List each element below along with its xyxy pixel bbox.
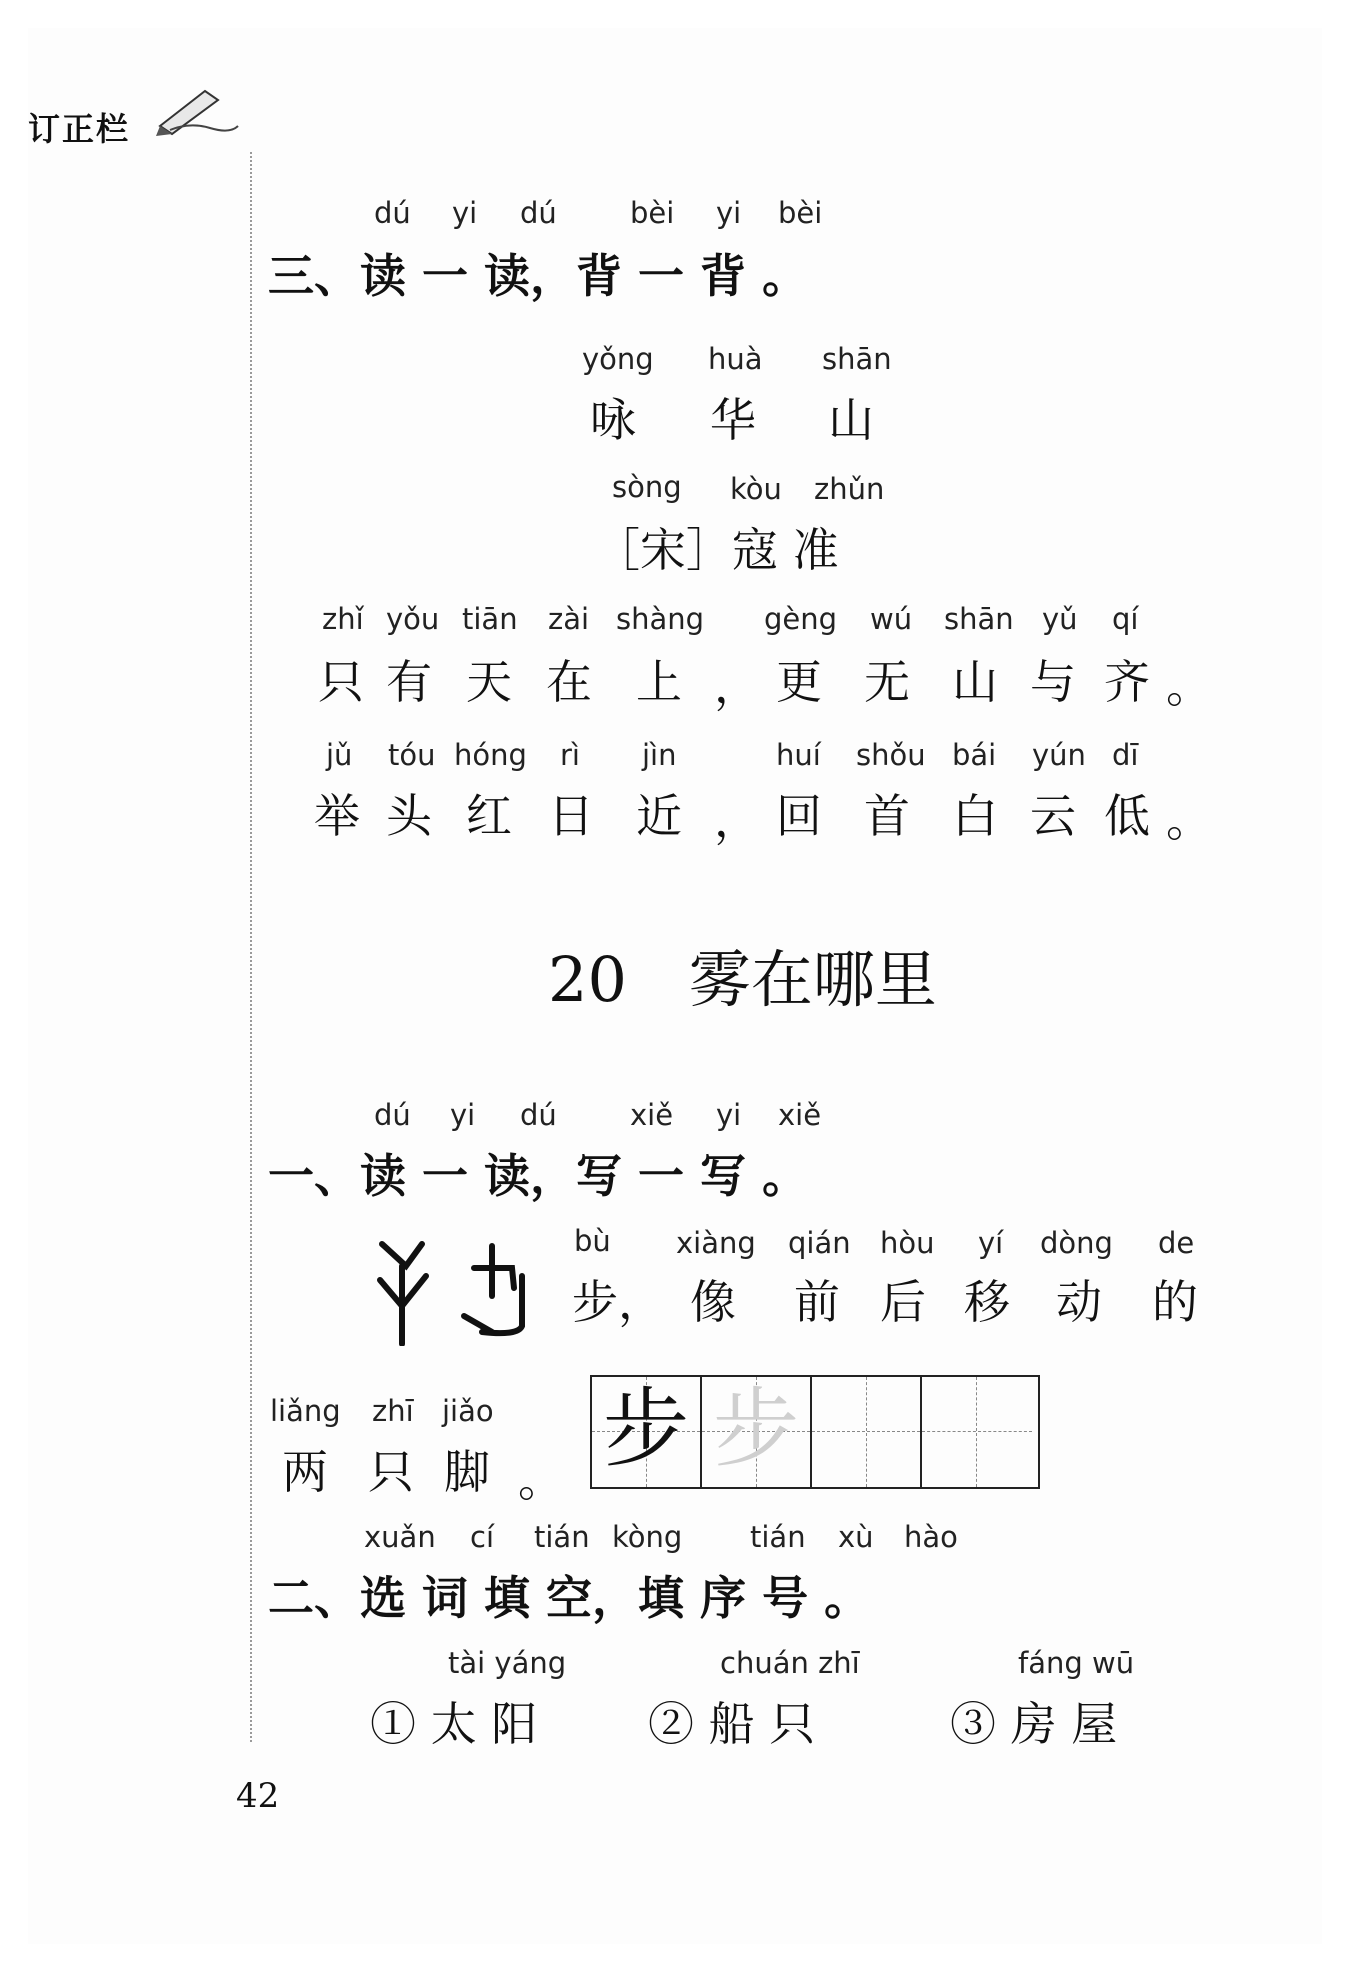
pinyin: chuán zhī [720, 1646, 860, 1680]
pinyin: kòng [612, 1520, 683, 1554]
poem-char: 齐 [1104, 655, 1150, 709]
writing-cell [592, 1377, 702, 1487]
pinyin: yi [716, 1098, 742, 1132]
pinyin: zhī [372, 1394, 414, 1428]
poem-char: 上 [636, 655, 682, 709]
correction-label: 订正栏 [28, 110, 131, 148]
pinyin: yi [450, 1098, 476, 1132]
pinyin: cí [470, 1520, 495, 1554]
pinyin: shàng [616, 602, 705, 636]
poem-char: 红 [466, 789, 512, 843]
gloss-char: 像 [690, 1275, 736, 1329]
pinyin: fáng wū [1018, 1646, 1135, 1680]
option-1: ① 太 阳 [370, 1697, 538, 1751]
pinyin: de [1158, 1226, 1195, 1260]
pinyin: gèng [764, 602, 838, 636]
pinyin: xiě [630, 1098, 674, 1132]
pinyin: tián [534, 1520, 590, 1554]
poem-title-char: 山 [828, 393, 874, 447]
pinyin: rì [560, 738, 580, 772]
pinyin: zhǐ [322, 602, 364, 636]
pinyin: tiān [462, 602, 518, 636]
margin-dotted-line [250, 152, 252, 1742]
poem-punct: ， [714, 793, 760, 847]
poem-char: 在 [546, 655, 592, 709]
pinyin: zhǔn [814, 472, 885, 506]
poem-char: 云 [1030, 789, 1076, 843]
pinyin: xiàng [676, 1226, 756, 1260]
pinyin: bái [952, 738, 997, 772]
gloss-char: 后 [880, 1275, 926, 1329]
writing-grid [590, 1375, 1040, 1489]
pinyin: yún [1032, 738, 1086, 772]
gloss-char: 脚 [444, 1445, 490, 1499]
pinyin: dī [1112, 738, 1139, 772]
poem-char: 回 [776, 789, 822, 843]
poem-punct: 。 [1166, 793, 1212, 847]
pinyin: bù [574, 1224, 611, 1258]
pinyin: dú [520, 196, 557, 230]
pinyin: xù [838, 1520, 874, 1554]
pinyin: huí [776, 738, 821, 772]
writing-cell [702, 1377, 812, 1487]
trace-character: 步 [713, 1379, 799, 1479]
pinyin: hào [904, 1520, 958, 1554]
pinyin: shān [944, 602, 1014, 636]
pinyin: xiě [778, 1098, 822, 1132]
gloss-char: 两 [282, 1445, 328, 1499]
pinyin: qián [788, 1226, 851, 1260]
pinyin: jiǎo [442, 1394, 494, 1428]
poem-char: 与 [1030, 655, 1076, 709]
poem-char: 山 [952, 655, 998, 709]
section-1-heading: 一、读 一 读，写 一 写 。 [268, 1149, 809, 1203]
poem-char: 有 [386, 655, 432, 709]
poem-title-char: 咏 [590, 393, 636, 447]
poem-author: ［宋］寇 准 [594, 523, 839, 577]
writing-cell-blank[interactable] [812, 1377, 922, 1487]
pinyin: shǒu [856, 738, 926, 772]
pinyin: yí [978, 1226, 1004, 1260]
pinyin: jìn [642, 738, 677, 772]
gloss-char: 只 [368, 1445, 414, 1499]
pinyin: hóng [454, 738, 527, 772]
page-number: 42 [236, 1776, 280, 1816]
pencil-icon [150, 86, 240, 136]
poem-punct: ， [714, 659, 760, 713]
pinyin: yǒu [386, 602, 440, 636]
pinyin: bèi [778, 196, 823, 230]
poem-char: 日 [548, 789, 594, 843]
poem-char: 首 [864, 789, 910, 843]
option-3: ③ 房 屋 [950, 1697, 1118, 1751]
section-3-heading: 三、读 一 读，背 一 背 。 [268, 249, 809, 303]
option-2: ② 船 只 [648, 1697, 816, 1751]
poem-char: 天 [466, 655, 512, 709]
pinyin: tóu [388, 738, 436, 772]
pinyin: dú [374, 1098, 411, 1132]
gloss-char: 动 [1056, 1275, 1102, 1329]
poem-char: 近 [636, 789, 682, 843]
poem-char: 无 [864, 655, 910, 709]
gloss-char: 前 [794, 1275, 840, 1329]
pinyin: kòu [730, 472, 782, 506]
poem-char: 低 [1104, 789, 1150, 843]
model-character: 步 [603, 1379, 689, 1479]
pinyin: zài [548, 602, 590, 636]
pinyin: tián [750, 1520, 806, 1554]
pinyin: jǔ [326, 738, 353, 772]
pinyin: dòng [1040, 1226, 1113, 1260]
pinyin: sòng [612, 470, 682, 504]
poem-char: 举 [314, 789, 360, 843]
poem-punct: 。 [1166, 659, 1212, 713]
ancient-step-glyph-image [372, 1236, 552, 1346]
pinyin: yi [452, 196, 478, 230]
writing-cell-blank[interactable] [922, 1377, 1032, 1487]
poem-title-char: 华 [710, 393, 756, 447]
pinyin: shān [822, 342, 892, 376]
gloss-char: 移 [964, 1275, 1010, 1329]
poem-char: 白 [952, 789, 998, 843]
section-2-heading: 二、选 词 填 空，填 序 号 。 [268, 1571, 871, 1625]
lesson-title: 20 雾在哪里 [548, 943, 937, 1016]
pinyin: tài yáng [448, 1646, 567, 1680]
poem-char: 只 [318, 655, 364, 709]
pinyin: bèi [630, 196, 675, 230]
gloss-char: 的 [1152, 1275, 1198, 1329]
pinyin: yǔ [1042, 602, 1078, 636]
pinyin: huà [708, 342, 763, 376]
pinyin: qí [1112, 602, 1139, 636]
pinyin: yǒng [582, 342, 654, 376]
poem-char: 头 [386, 789, 432, 843]
gloss-punct: 。 [518, 1453, 564, 1507]
pinyin: wú [870, 602, 913, 636]
poem-char: 更 [776, 655, 822, 709]
pinyin: yi [716, 196, 742, 230]
pinyin: hòu [880, 1226, 935, 1260]
pinyin: dú [374, 196, 411, 230]
pinyin: liǎng [270, 1394, 341, 1428]
pinyin: dú [520, 1098, 557, 1132]
gloss-char: 步， [572, 1275, 664, 1329]
pinyin: xuǎn [364, 1520, 436, 1554]
